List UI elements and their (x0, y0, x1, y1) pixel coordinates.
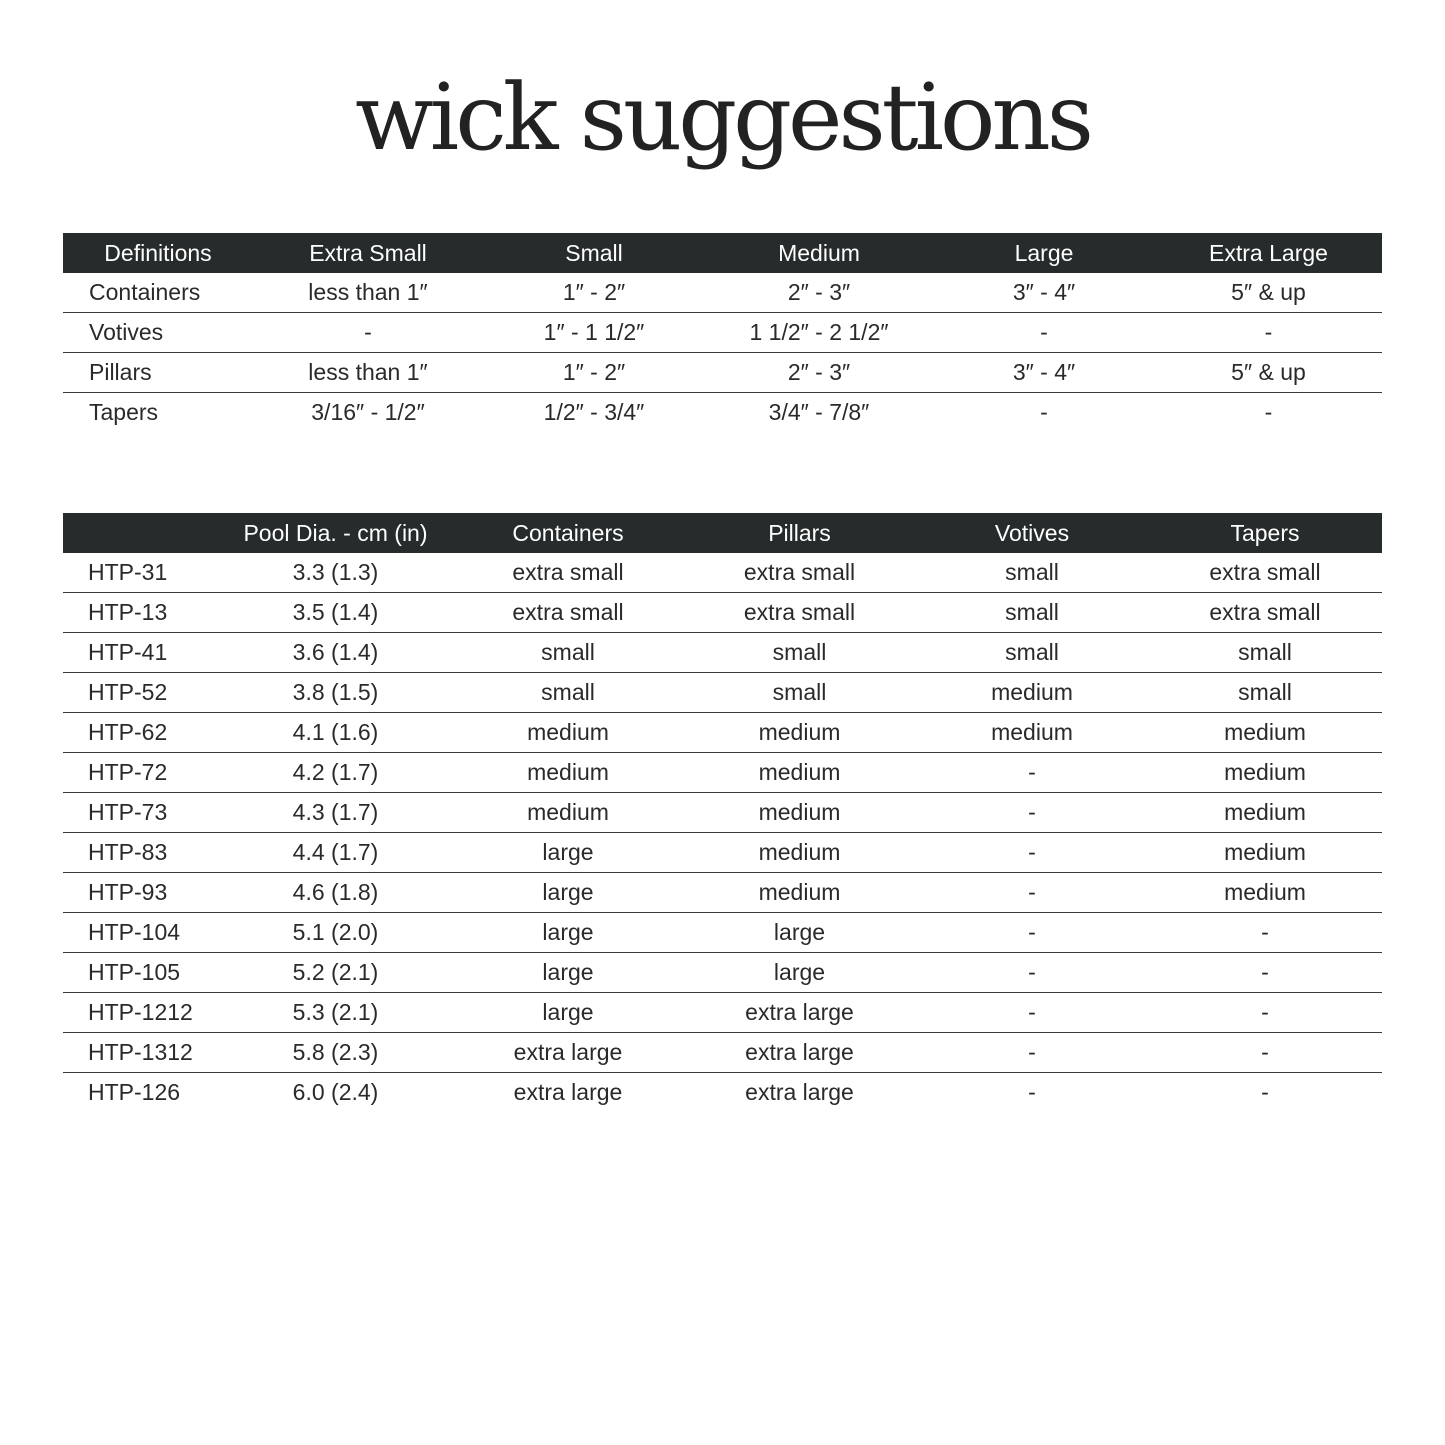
wick-cell: large (453, 953, 683, 993)
wick-cell: extra small (1148, 553, 1382, 593)
wick-cell: - (1148, 913, 1382, 953)
wick-cell: 5.2 (2.1) (218, 953, 453, 993)
wick-cell: - (1261, 1079, 1269, 1105)
wick-cell: 4.6 (1.8) (218, 873, 453, 913)
wick-cell: small (1148, 633, 1382, 673)
wick-cell: extra small (1148, 593, 1382, 633)
wick-cell: - (1028, 1079, 1036, 1105)
wicks-header-1: Pool Dia. - cm (in) (218, 513, 453, 553)
wick-cell: - (916, 753, 1148, 793)
wick-row-label: HTP-72 (63, 753, 218, 793)
wick-cell: - (916, 833, 1148, 873)
wick-cell: small (916, 553, 1148, 593)
definitions-cell: 3/4″ - 7/8″ (768, 399, 870, 425)
wick-cell: small (916, 633, 1148, 673)
table-row (63, 913, 1382, 953)
wick-cell: medium (683, 753, 916, 793)
table-row (63, 753, 1382, 793)
table-row (63, 713, 1382, 753)
table-row (63, 953, 1382, 993)
table-row (63, 313, 1382, 353)
wick-row-label: HTP-93 (63, 873, 218, 913)
wick-cell: extra small (453, 553, 683, 593)
wick-cell: medium (916, 673, 1148, 713)
wick-cell: - (916, 873, 1148, 913)
wick-cell: medium (453, 793, 683, 833)
wick-cell: - (1148, 993, 1382, 1033)
wick-cell: - (916, 953, 1148, 993)
wick-cell: small (683, 673, 916, 713)
definitions-cell: 1 1/2″ - 2 1/2″ (705, 313, 933, 353)
definitions-table (63, 233, 1382, 432)
wick-cell: large (683, 913, 916, 953)
wick-row-label: HTP-1212 (63, 993, 218, 1033)
definitions-cell: - (253, 313, 483, 353)
wick-cell: large (453, 913, 683, 953)
wicks-header-4: Votives (916, 513, 1148, 553)
wicks-header-2: Containers (453, 513, 683, 553)
definitions-row-label: Tapers (89, 399, 159, 425)
wick-row-label: HTP-104 (63, 913, 218, 953)
wick-cell: - (916, 793, 1148, 833)
table-row (63, 273, 1382, 313)
table-row (63, 873, 1382, 913)
wick-cell: 3.8 (1.5) (218, 673, 453, 713)
wick-row-label: HTP-31 (63, 553, 218, 593)
wick-cell: 6.0 (2.4) (292, 1079, 379, 1105)
definitions-row-label: Containers (63, 273, 253, 313)
definitions-header-2: Small (483, 233, 705, 273)
definitions-header-row (63, 233, 1382, 273)
definitions-cell: 3″ - 4″ (933, 353, 1155, 393)
definitions-cell: 1″ - 2″ (483, 353, 705, 393)
wick-cell: large (683, 953, 916, 993)
definitions-cell: 3/16″ - 1/2″ (311, 399, 425, 425)
wick-cell: 4.4 (1.7) (218, 833, 453, 873)
wick-row-label: HTP-126 (88, 1079, 181, 1105)
wick-cell: medium (1148, 793, 1382, 833)
table-row (63, 833, 1382, 873)
wick-cell: - (916, 993, 1148, 1033)
wick-row-label: HTP-73 (63, 793, 218, 833)
wick-cell: - (916, 1033, 1148, 1073)
wick-cell: extra small (453, 593, 683, 633)
wick-cell: extra large (683, 993, 916, 1033)
wicks-header-0 (63, 513, 218, 553)
wick-cell: 3.3 (1.3) (218, 553, 453, 593)
wick-row-label: HTP-1312 (63, 1033, 218, 1073)
definitions-cell: 3″ - 4″ (933, 273, 1155, 313)
table-row (63, 353, 1382, 393)
wick-cell: large (453, 873, 683, 913)
definitions-cell: less than 1″ (253, 273, 483, 313)
wick-cell: large (453, 993, 683, 1033)
wick-cell: 4.3 (1.7) (218, 793, 453, 833)
wick-cell: extra large (453, 1033, 683, 1073)
definitions-cell: 5″ & up (1155, 273, 1382, 313)
wick-cell: medium (683, 793, 916, 833)
definitions-cell: - (1264, 399, 1273, 425)
wick-cell: 5.3 (2.1) (218, 993, 453, 1033)
wick-cell: medium (1148, 873, 1382, 913)
wicks-header-5: Tapers (1148, 513, 1382, 553)
wick-cell: medium (683, 873, 916, 913)
definitions-cell: - (1155, 313, 1382, 353)
definitions-cell: less than 1″ (253, 353, 483, 393)
wick-cell: medium (453, 713, 683, 753)
wick-cell: extra large (513, 1079, 623, 1105)
definitions-cell: 5″ & up (1155, 353, 1382, 393)
definitions-cell: 2″ - 3″ (705, 273, 933, 313)
table-row (63, 553, 1382, 593)
wick-cell: - (916, 913, 1148, 953)
wick-cell: 5.8 (2.3) (218, 1033, 453, 1073)
wick-cell: 5.1 (2.0) (218, 913, 453, 953)
wick-row-label: HTP-52 (63, 673, 218, 713)
definitions-cell: 1″ - 2″ (483, 273, 705, 313)
wick-cell: medium (1148, 833, 1382, 873)
wick-cell: 3.6 (1.4) (218, 633, 453, 673)
wick-row-label: HTP-13 (63, 593, 218, 633)
wick-row-label: HTP-83 (63, 833, 218, 873)
table-row (63, 793, 1382, 833)
wick-cell: extra small (683, 593, 916, 633)
wick-cell: small (453, 673, 683, 713)
wick-cell: - (1148, 1033, 1382, 1073)
wick-sizes-table (63, 513, 1382, 1112)
definitions-header-1: Extra Small (253, 233, 483, 273)
wick-cell: small (1148, 673, 1382, 713)
wick-cell: medium (1148, 753, 1382, 793)
table-row (63, 1073, 1382, 1113)
table-row (63, 673, 1382, 713)
table-row (63, 993, 1382, 1033)
wick-cell: extra large (745, 1079, 854, 1105)
definitions-header-4: Large (933, 233, 1155, 273)
table-row (63, 593, 1382, 633)
page-title: wick suggestions (355, 64, 1090, 171)
table-row (63, 633, 1382, 673)
definitions-header-3: Medium (705, 233, 933, 273)
wicks-header-row (63, 513, 1382, 553)
wick-cell: large (453, 833, 683, 873)
definitions-cell: - (933, 313, 1155, 353)
definitions-row-label: Votives (63, 313, 253, 353)
definitions-cell: - (1040, 399, 1048, 425)
definitions-cell: 1″ - 1 1/2″ (483, 313, 705, 353)
wick-cell: small (683, 633, 916, 673)
wick-row-label: HTP-105 (63, 953, 218, 993)
wick-cell: - (1148, 953, 1382, 993)
wick-cell: medium (916, 713, 1148, 753)
wick-cell: extra small (683, 553, 916, 593)
wick-cell: medium (683, 833, 916, 873)
wick-cell: medium (683, 713, 916, 753)
wick-cell: extra large (683, 1033, 916, 1073)
definitions-cell: 1/2″ - 3/4″ (543, 399, 645, 425)
wick-cell: 4.1 (1.6) (218, 713, 453, 753)
table-row (63, 1033, 1382, 1073)
wick-cell: medium (1148, 713, 1382, 753)
definitions-cell: 2″ - 3″ (705, 353, 933, 393)
wick-cell: medium (453, 753, 683, 793)
wick-cell: 3.5 (1.4) (218, 593, 453, 633)
wick-cell: small (916, 593, 1148, 633)
wick-row-label: HTP-41 (63, 633, 218, 673)
definitions-header-5: Extra Large (1155, 233, 1382, 273)
wicks-header-3: Pillars (683, 513, 916, 553)
wick-cell: 4.2 (1.7) (218, 753, 453, 793)
table-row (63, 393, 1382, 433)
wick-row-label: HTP-62 (63, 713, 218, 753)
definitions-row-label: Pillars (63, 353, 253, 393)
wick-cell: small (453, 633, 683, 673)
definitions-header-0: Definitions (63, 233, 253, 273)
